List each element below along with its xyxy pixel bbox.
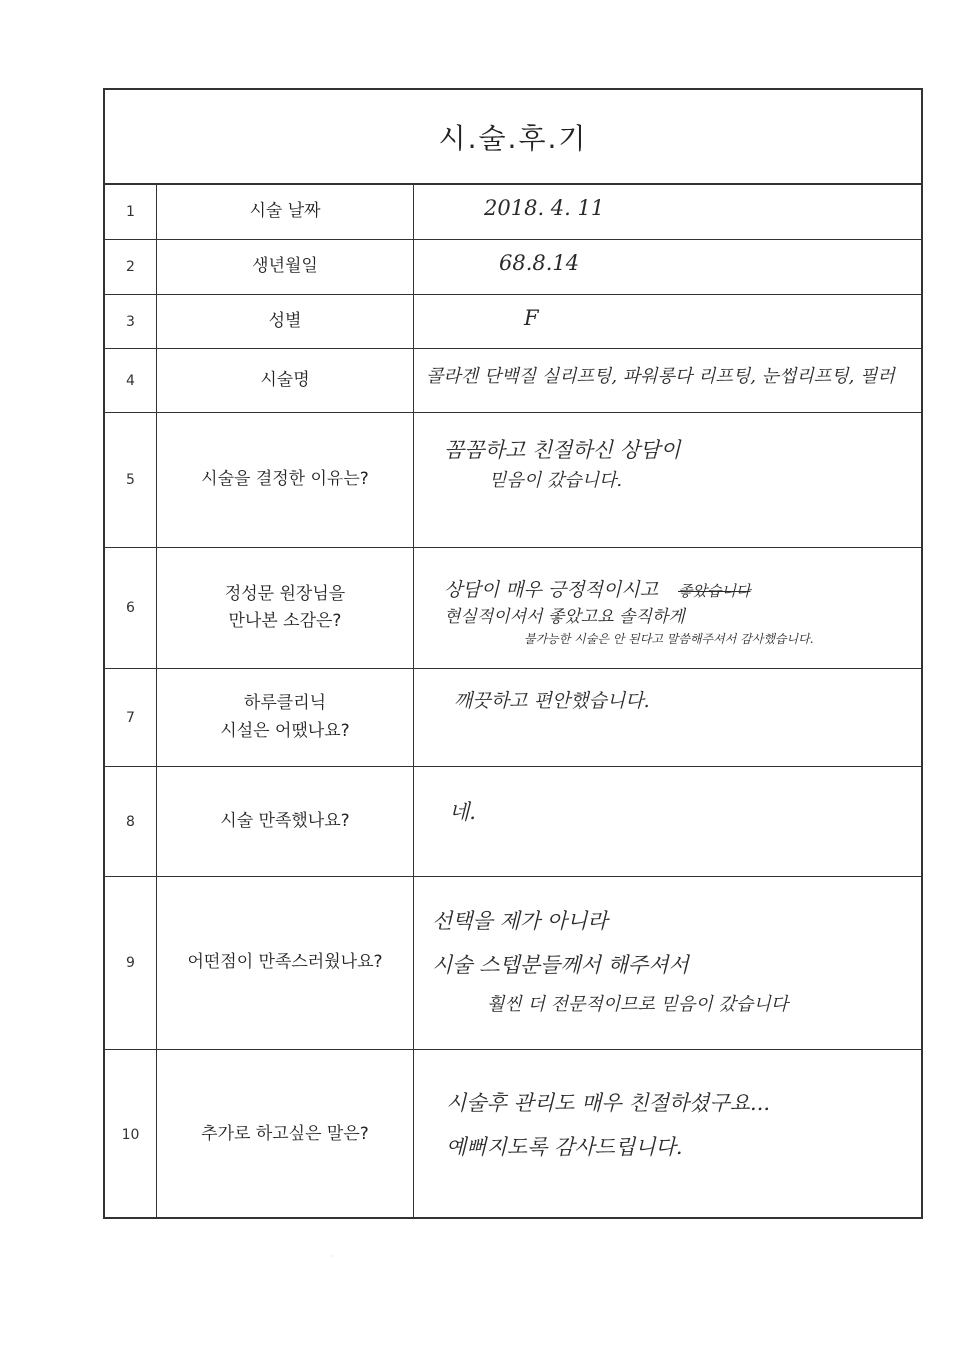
question-label: [157, 669, 414, 766]
handwritten-answer: 불가능한 시술은 안 된다고 말씀해주셔서 감사했습니다.: [524, 632, 814, 646]
handwritten-answer: 2018. 4. 11: [484, 196, 605, 220]
row-procedure-name: [105, 349, 921, 413]
row-number: 6: [105, 548, 157, 668]
row-number: 2: [105, 240, 157, 294]
answer-cell: [414, 349, 921, 412]
question-label: 시술명: [157, 349, 414, 412]
question-line: 만나본 소감은?: [228, 611, 342, 631]
row-satisfaction: [105, 767, 921, 877]
row-gender: [105, 295, 921, 349]
handwritten-answer: F: [524, 306, 539, 330]
handwritten-answer: 시술후 관리도 매우 친절하셨구요...: [446, 1091, 771, 1115]
question-label: 시술 만족했나요?: [157, 767, 414, 876]
handwritten-line: 상담이 매우 긍정적이시고: [444, 579, 658, 601]
row-date: [105, 185, 921, 240]
row-number: 8: [105, 767, 157, 876]
row-number: 7: [105, 669, 157, 766]
crossed-out-text: 좋았습니다: [678, 582, 751, 600]
row-decision-reason: [105, 413, 921, 548]
row-satisfying-points: [105, 877, 921, 1050]
handwritten-answer: 네.: [449, 800, 476, 824]
row-number: 10: [105, 1050, 157, 1219]
question-label: [157, 548, 414, 668]
answer-cell: [414, 877, 921, 1049]
row-doctor-impression: [105, 548, 921, 669]
question-line: 하루클리닉: [243, 693, 327, 714]
handwritten-answer: 깨끗하고 편안했습니다.: [454, 690, 650, 712]
answer-cell: [414, 548, 921, 668]
row-number: 5: [105, 413, 157, 547]
question-line: 정성문 원장님을: [224, 583, 346, 604]
handwritten-answer: [444, 576, 903, 605]
question-label: 어떤점이 만족스러웠나요?: [157, 877, 414, 1049]
row-additional-comments: [105, 1050, 921, 1219]
answer-cell: [414, 1050, 921, 1219]
handwritten-answer: 믿음이 갔습니다.: [489, 469, 623, 491]
question-line: 시설은 어땠나요?: [220, 720, 350, 741]
row-number: 3: [105, 295, 157, 348]
answer-cell: [414, 413, 921, 547]
answer-cell: [414, 767, 921, 876]
review-form: [103, 88, 923, 1219]
handwritten-answer: 현실적이셔서 좋았고요 솔직하게: [444, 606, 685, 627]
handwritten-answer: 꼼꼼하고 친절하신 상담이: [444, 438, 681, 462]
row-number: 9: [105, 877, 157, 1049]
question-label: 시술 날짜: [157, 185, 414, 239]
question-label: 추가로 하고싶은 말은?: [157, 1050, 414, 1219]
handwritten-answer: 시술 스텝분들께서 해주셔서: [432, 953, 689, 978]
scan-speck: ·: [330, 1252, 333, 1261]
handwritten-answer: 선택을 제가 아니라: [432, 909, 608, 933]
handwritten-answer: 예뻐지도록 감사드립니다.: [446, 1135, 683, 1160]
handwritten-answer: 68.8.14: [499, 251, 580, 275]
row-clinic-facility: [105, 669, 921, 767]
question-label: 시술을 결정한 이유는?: [157, 413, 414, 547]
handwritten-answer: 콜라겐 단백질 실리프팅, 파워롱다 리프팅, 눈썹리프팅, 필러: [426, 366, 895, 387]
question-label: 성별: [157, 295, 414, 348]
handwritten-answer: 훨씬 더 전문적이므로 믿음이 갔습니다: [487, 994, 789, 1016]
form-title: 시.술.후.기: [438, 121, 588, 155]
answer-cell: [414, 295, 921, 348]
answer-cell: [414, 240, 921, 294]
row-birthdate: [105, 240, 921, 295]
question-label: 생년월일: [157, 240, 414, 294]
row-number: 4: [105, 349, 157, 412]
answer-cell: [414, 669, 921, 766]
answer-cell: [414, 185, 921, 239]
title-row: [105, 90, 921, 185]
row-number: 1: [105, 185, 157, 239]
